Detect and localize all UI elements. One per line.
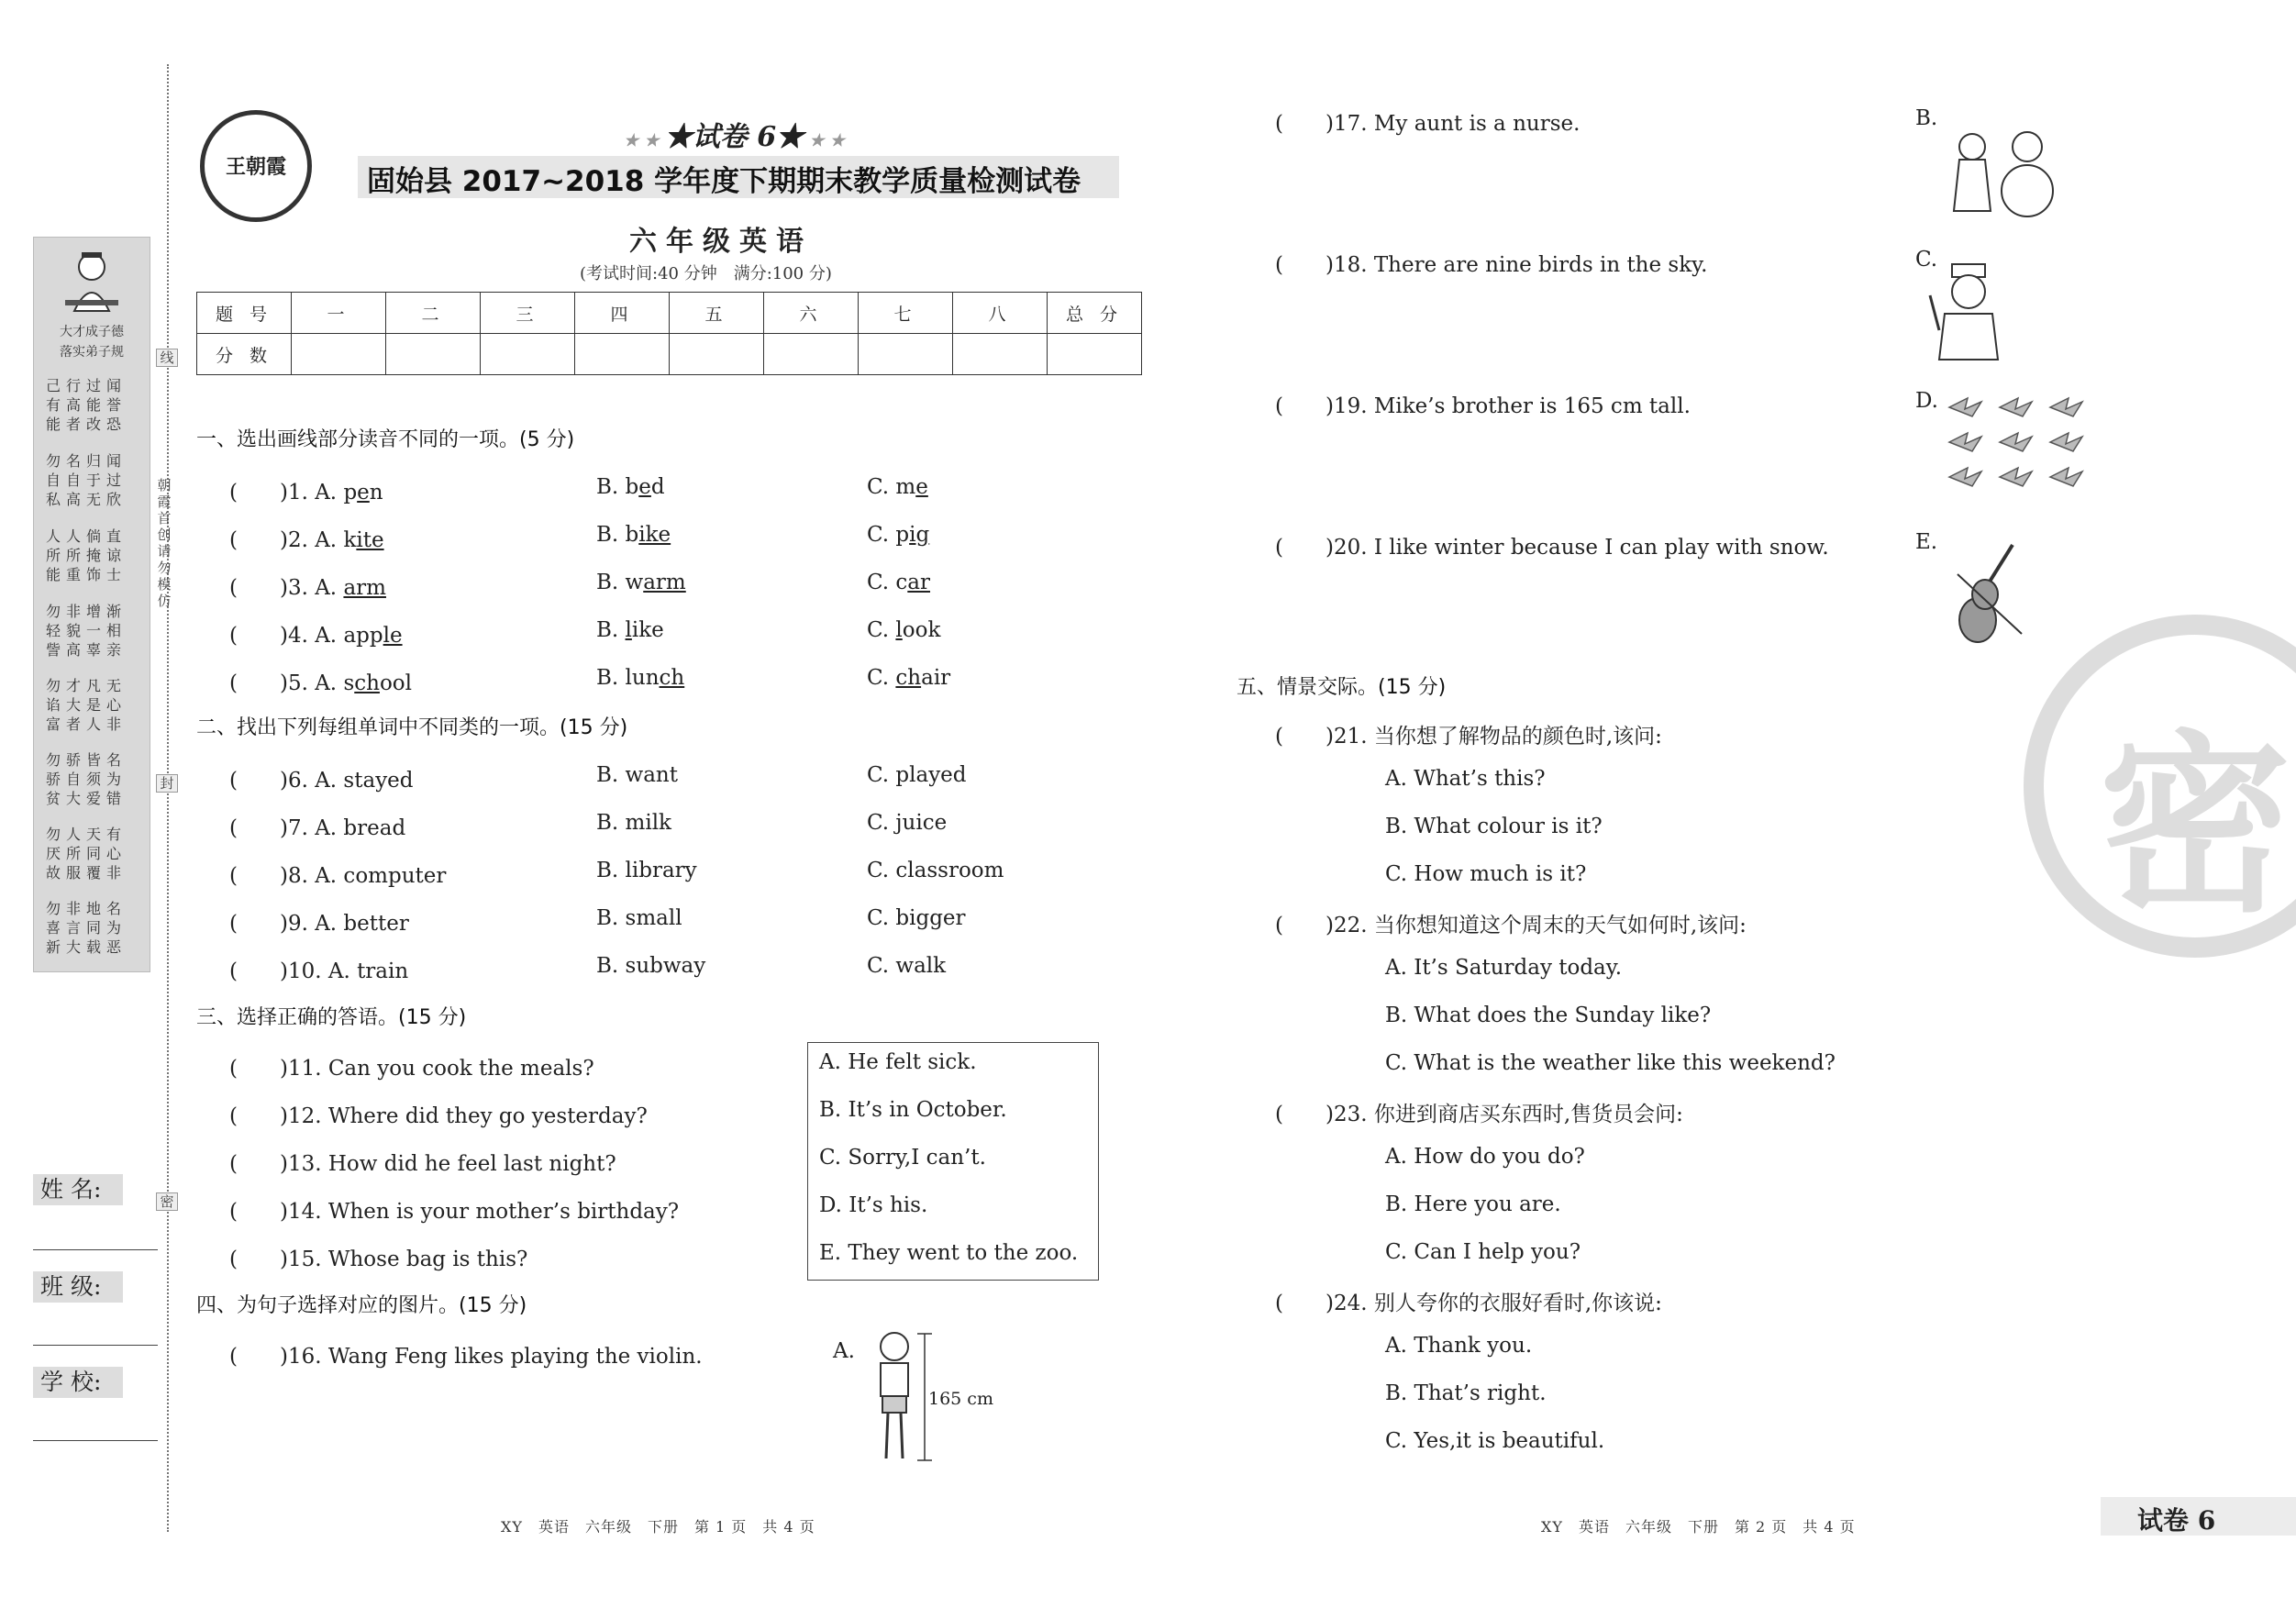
publisher-logo <box>200 110 312 222</box>
answer-e: E. They went to the zoo. <box>819 1241 1079 1265</box>
score-cell[interactable] <box>1048 334 1142 375</box>
section-2-title: 二、找出下列每组单词中不同类的一项。(15 分) <box>196 716 628 739</box>
table-cell: 三 <box>481 293 575 334</box>
question-19: ( )19. Mike’s brother is 165 cm tall. <box>1275 394 1691 418</box>
question-8-option-c: C. classroom <box>867 859 1004 882</box>
nine-birds-picture <box>1945 389 2101 499</box>
copyright-note: 朝霞首创 请勿模仿 <box>157 477 172 609</box>
score-cell[interactable] <box>292 334 386 375</box>
answer-a: A. He felt sick. <box>819 1050 977 1074</box>
question-6-option-c: C. played <box>867 763 967 787</box>
height-label: 165 cm <box>928 1389 993 1409</box>
question-4-option-b: B. like <box>596 618 664 642</box>
table-cell: 六 <box>764 293 859 334</box>
question-12: ( )12. Where did they go yesterday? <box>229 1104 648 1128</box>
question-8-option-b: B. library <box>596 859 697 882</box>
question-23-option-a: A. How do you do? <box>1385 1145 1585 1169</box>
section-5-title: 五、情景交际。(15 分) <box>1237 676 1447 699</box>
question-4: ( )4. A. apple <box>229 624 403 648</box>
question-24-option-b: B. That’s right. <box>1385 1381 1547 1405</box>
nurse-picture <box>1912 259 2022 369</box>
maxim-4: 勿非增渐 轻貌一相 訾高辜亲 <box>46 603 128 659</box>
footer-left: XY 英语 六年级 下册 第 1 页 共 4 页 <box>501 1518 815 1536</box>
question-23: ( )23. 你进到商店买东西时,售货员会问: <box>1275 1103 1683 1126</box>
girl-snowman-picture <box>1917 119 2064 220</box>
question-3: ( )3. A. arm <box>229 576 386 600</box>
question-3-option-b: B. warm <box>596 571 686 594</box>
question-10: ( )10. A. train <box>229 959 409 983</box>
maxim-3: 人人倘直 所所掩谅 能重饰士 <box>46 527 128 583</box>
school-label: 学 校: <box>33 1367 123 1398</box>
maxim-6: 勿骄皆名 骄自须为 贫大爱错 <box>46 751 128 807</box>
question-21-option-b: B. What colour is it? <box>1385 815 1603 838</box>
question-1: ( )1. A. pen <box>229 481 383 505</box>
logo-text: 王朝霞 <box>225 155 286 179</box>
question-2: ( )2. A. kite <box>229 528 384 552</box>
seal-mark-mi: 密 <box>156 1192 178 1211</box>
question-5: ( )5. A. school <box>229 671 413 695</box>
table-cell: 五 <box>670 293 764 334</box>
paper-tag <box>2101 1497 2296 1536</box>
question-16: ( )16. Wang Feng likes playing the violin. <box>229 1345 703 1369</box>
paper-tag-text: 试卷 6 <box>2137 1505 2216 1536</box>
question-21-option-c: C. How much is it? <box>1385 862 1587 886</box>
table-cell: 一 <box>292 293 386 334</box>
exam-tag: ★ ★ ★试卷 6★ ★ ★ <box>624 121 845 153</box>
score-cell[interactable] <box>481 334 575 375</box>
answer-d: D. It’s his. <box>819 1193 928 1217</box>
question-9: ( )9. A. better <box>229 912 409 936</box>
question-10-option-c: C. walk <box>867 954 947 978</box>
question-1-option-b: B. bed <box>596 475 665 499</box>
question-21-option-a: A. What’s this? <box>1385 767 1546 791</box>
table-cell: 八 <box>953 293 1048 334</box>
table-cell: 分 数 <box>197 334 292 375</box>
name-label: 姓 名: <box>33 1174 123 1205</box>
score-table <box>196 292 1142 375</box>
exam-info: (考试时间:40 分钟 满分:100 分) <box>580 264 832 283</box>
question-13: ( )13. How did he feel last night? <box>229 1152 616 1176</box>
picture-label-a: A. <box>833 1339 855 1363</box>
binding-line <box>167 64 169 1532</box>
question-2-option-b: B. bike <box>596 523 671 547</box>
picture-label-c: C. <box>1915 248 1938 272</box>
question-22: ( )22. 当你想知道这个周末的天气如何时,该问: <box>1275 914 1747 937</box>
question-15: ( )15. Whose bag is this? <box>229 1248 528 1271</box>
maxim-8: 勿非地名 喜言同为 新大载恶 <box>46 900 128 956</box>
score-cell[interactable] <box>386 334 481 375</box>
child-illustration <box>61 247 122 320</box>
picture-label-b: B. <box>1915 106 1938 130</box>
question-22-option-c: C. What is the weather like this weekend? <box>1385 1051 1836 1075</box>
question-5-option-b: B. lunch <box>596 666 685 690</box>
question-18: ( )18. There are nine birds in the sky. <box>1275 253 1708 277</box>
question-5-option-c: C. chair <box>867 666 951 690</box>
table-cell: 总 分 <box>1048 293 1142 334</box>
question-11: ( )11. Can you cook the meals? <box>229 1057 594 1081</box>
seal-mark-xian: 线 <box>156 349 178 367</box>
name-field[interactable] <box>33 1249 158 1250</box>
question-24-option-c: C. Yes,it is beautiful. <box>1385 1429 1605 1453</box>
score-cell[interactable] <box>859 334 953 375</box>
question-20: ( )20. I like winter because I can play with snow. <box>1275 536 1829 560</box>
violin-picture <box>1948 538 2031 648</box>
question-21: ( )21. 当你想了解物品的颜色时,该问: <box>1275 725 1662 749</box>
question-10-option-b: B. subway <box>596 954 706 978</box>
question-7: ( )7. A. bread <box>229 816 406 840</box>
maxim-2: 勿名归闻 自自于过 私高无欣 <box>46 452 128 508</box>
question-6-option-b: B. want <box>596 763 678 787</box>
question-22-option-b: B. What does the Sunday like? <box>1385 1004 1712 1027</box>
answer-box <box>807 1042 1099 1281</box>
question-22-option-a: A. It’s Saturday today. <box>1385 956 1623 980</box>
question-9-option-c: C. bigger <box>867 906 966 930</box>
question-1-option-c: C. me <box>867 475 928 499</box>
question-3-option-c: C. car <box>867 571 931 594</box>
class-field[interactable] <box>33 1345 158 1346</box>
maxim-7: 勿人天有 厌所同心 故服覆非 <box>46 826 128 882</box>
exam-title: 固始县 2017~2018 学年度下期期末教学质量检测试卷 <box>367 165 1081 198</box>
class-label: 班 级: <box>33 1271 123 1303</box>
score-cell[interactable] <box>764 334 859 375</box>
section-4-title: 四、为句子选择对应的图片。(15 分) <box>196 1294 527 1317</box>
footer-right: XY 英语 六年级 下册 第 2 页 共 4 页 <box>1541 1518 1856 1536</box>
table-cell: 二 <box>386 293 481 334</box>
school-field[interactable] <box>33 1440 158 1441</box>
picture-label-d: D. <box>1915 389 1938 413</box>
secret-stamp <box>2024 615 2296 958</box>
question-2-option-c: C. pig <box>867 523 930 547</box>
answer-b: B. It’s in October. <box>819 1098 1007 1122</box>
question-7-option-c: C. juice <box>867 811 948 835</box>
question-4-option-c: C. look <box>867 618 941 642</box>
answer-c: C. Sorry,I can’t. <box>819 1146 986 1170</box>
picture-label-e: E. <box>1915 530 1938 554</box>
question-6: ( )6. A. stayed <box>229 769 414 793</box>
maxim-1: 己行过闻 有高能誉 能者改恐 <box>46 377 128 433</box>
question-24: ( )24. 别人夸你的衣服好看时,你该说: <box>1275 1292 1662 1315</box>
score-cell[interactable] <box>670 334 764 375</box>
score-table-row <box>197 334 1142 375</box>
table-cell: 题 号 <box>197 293 292 334</box>
question-23-option-c: C. Can I help you? <box>1385 1240 1581 1264</box>
seal-mark-feng: 封 <box>156 774 178 793</box>
question-23-option-b: B. Here you are. <box>1385 1192 1561 1216</box>
question-8: ( )8. A. computer <box>229 864 447 888</box>
table-cell: 七 <box>859 293 953 334</box>
table-cell: 四 <box>575 293 670 334</box>
score-table-header <box>197 293 1142 334</box>
question-14: ( )14. When is your mother’s birthday? <box>229 1200 680 1224</box>
section-3-title: 三、选择正确的答语。(15 分) <box>196 1006 467 1029</box>
question-7-option-b: B. milk <box>596 811 671 835</box>
question-17: ( )17. My aunt is a nurse. <box>1275 112 1581 136</box>
motto-top: 大才成子德 落实弟子规 <box>60 325 124 360</box>
score-cell[interactable] <box>953 334 1048 375</box>
stamp-character: 密 <box>2099 714 2292 938</box>
score-cell[interactable] <box>575 334 670 375</box>
subject-title: 六年级英语 <box>629 226 813 258</box>
section-1-title: 一、选出画线部分读音不同的一项。(5 分) <box>196 428 575 451</box>
question-9-option-b: B. small <box>596 906 682 930</box>
maxim-5: 勿才凡无 谄大是心 富者人非 <box>46 677 128 733</box>
question-24-option-a: A. Thank you. <box>1385 1334 1533 1358</box>
